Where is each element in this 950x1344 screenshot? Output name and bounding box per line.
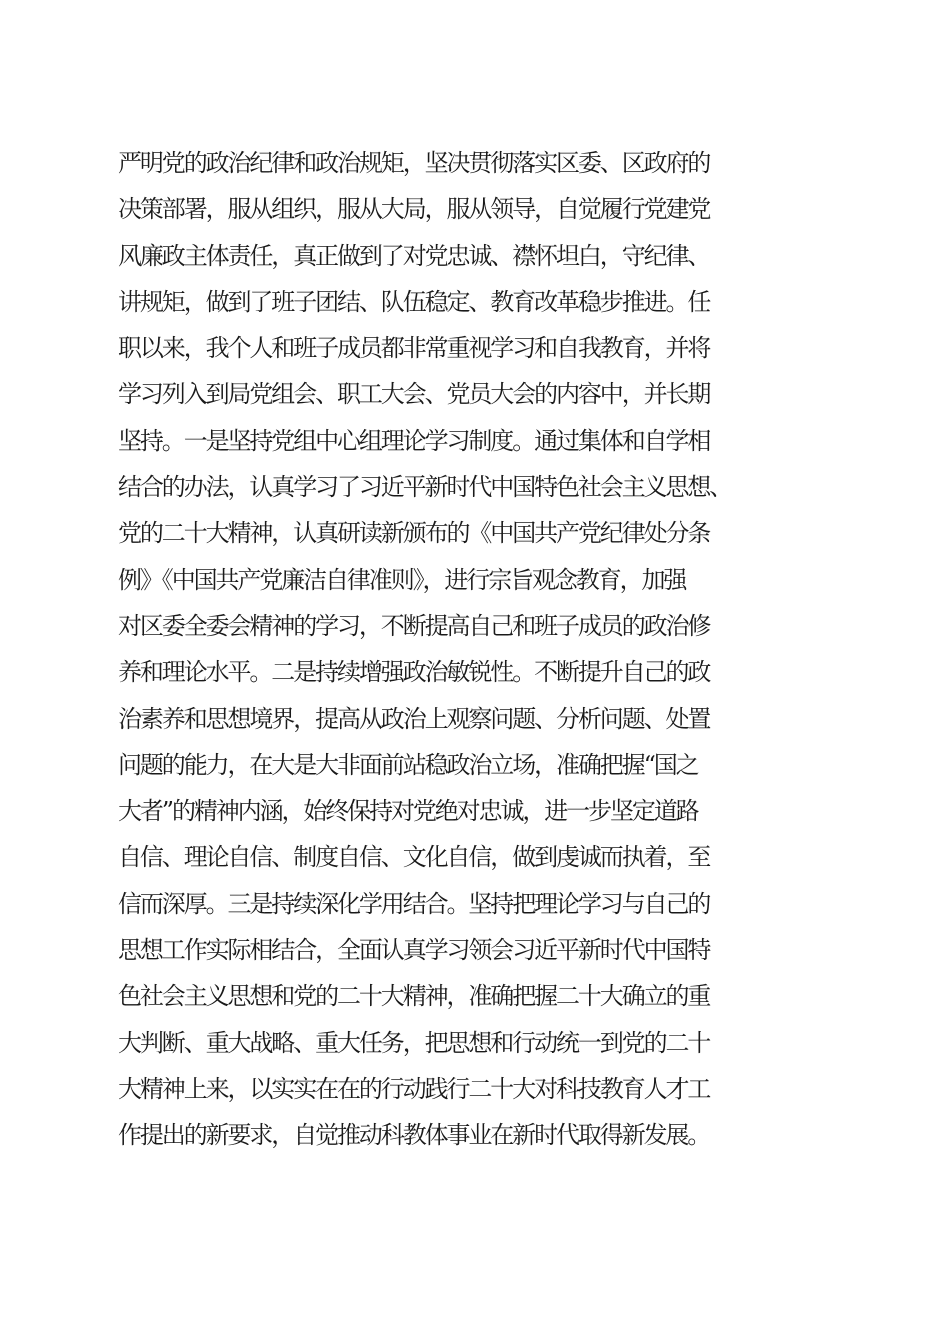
text-line-10: 例》《中国共产党廉洁自律准则》，进行宗旨观念教育，加强	[118, 565, 686, 594]
text-line-6: 学习列入到局党组会、职工大会、党员大会的内容中，并长期	[118, 380, 710, 409]
text-line-9: 党的二十大精神，认真研读新颁布的《中国共产党纪律处分条	[118, 519, 710, 548]
text-line-4: 讲规矩，做到了班子团结、队伍稳定、教育改革稳步推进。任	[118, 287, 710, 316]
text-line-21: 大精神上来，以实实在在的行动践行二十大对科技教育人才工	[118, 1074, 710, 1103]
text-line-18: 思想工作实际相结合，全面认真学习领会习近平新时代中国特	[118, 936, 710, 965]
text-line-14: 问题的能力，在大是大非面前站稳政治立场，准确把握“国之	[118, 750, 698, 779]
text-line-1: 严明党的政治纪律和政治规矩，坚决贯彻落实区委、区政府的	[118, 149, 710, 177]
text-line-11: 对区委全委会精神的学习，不断提高自己和班子成员的政治修	[118, 611, 710, 640]
text-line-22: 作提出的新要求，自觉推动科教体事业在新时代取得新发展。	[118, 1121, 710, 1150]
text-line-3: 风廉政主体责任，真正做到了对党忠诚、襟怀坦白，守纪律、	[118, 241, 710, 270]
text-line-19: 色社会主义思想和党的二十大精神，准确把握二十大确立的重	[118, 982, 710, 1011]
text-line-7: 坚持。一是坚持党组中心组理论学习制度。通过集体和自学相	[118, 426, 710, 455]
text-line-17: 信而深厚。三是持续深化学用结合。坚持把理论学习与自己的	[118, 889, 710, 918]
text-line-15: 大者”的精神内涵，始终保持对党绝对忠诚，进一步坚定道路	[118, 797, 698, 826]
body-paragraph	[118, 140, 848, 1159]
text-line-13: 治素养和思想境界，提高从政治上观察问题、分析问题、处置	[118, 704, 710, 733]
text-line-12: 养和理论水平。二是持续增强政治敏锐性。不断提升自己的政	[118, 658, 710, 687]
text-line-5: 职以来，我个人和班子成员都非常重视学习和自我教育，并将	[118, 334, 710, 363]
text-line-2: 决策部署，服从组织，服从大局，服从领导，自觉履行党建党	[118, 195, 710, 224]
text-line-8: 结合的办法，认真学习了习近平新时代中国特色社会主义思想、	[118, 473, 732, 502]
text-line-20: 大判断、重大战略、重大任务，把思想和行动统一到党的二十	[118, 1028, 710, 1057]
text-line-16: 自信、理论自信、制度自信、文化自信，做到虔诚而执着，至	[118, 843, 710, 872]
